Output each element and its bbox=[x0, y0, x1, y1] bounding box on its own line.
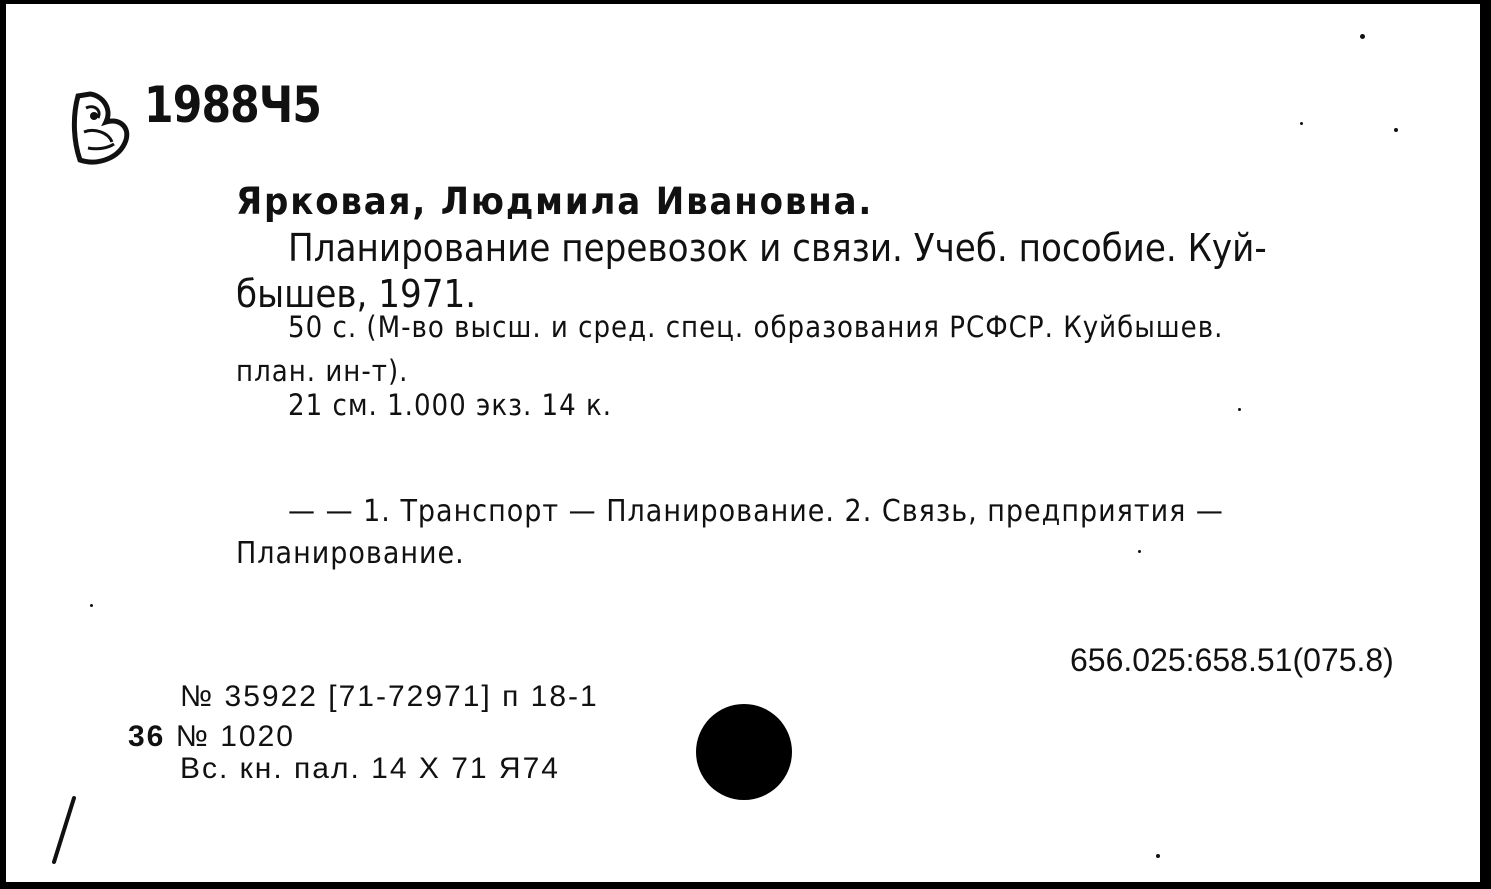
title-line-2: бышев, 1971. bbox=[236, 272, 477, 316]
pen-mark-icon bbox=[44, 794, 84, 866]
bottom-line-2-number: 36 bbox=[128, 720, 166, 753]
punch-hole bbox=[696, 704, 792, 800]
bottom-line-3: Вс. кн. пал. 14 X 71 Я74 bbox=[180, 752, 560, 785]
library-stamp-icon bbox=[68, 88, 132, 168]
dust-speck bbox=[1238, 408, 1241, 411]
description-line-2: план. ин-т). bbox=[236, 354, 409, 388]
bottom-line-1: № 35922 [71-72971] п 18-1 bbox=[180, 680, 599, 713]
author-heading: Ярковая, Людмила Ивановна. bbox=[236, 180, 874, 223]
bottom-line-2-rest: № 1020 bbox=[175, 720, 295, 753]
dust-speck bbox=[1138, 550, 1141, 553]
catalog-card bbox=[6, 4, 1480, 882]
title-line-1: Планирование перевозок и связи. Учеб. пособие. Куй- bbox=[288, 226, 1267, 270]
udc-classification: 656.025:658.51(075.8) bbox=[1070, 642, 1394, 678]
dust-speck bbox=[1360, 34, 1365, 39]
bottom-line-2 bbox=[128, 720, 295, 754]
dust-speck bbox=[90, 604, 93, 607]
dust-speck bbox=[1156, 854, 1160, 858]
subjects-line-2: Планирование. bbox=[236, 536, 465, 571]
dust-speck bbox=[1300, 122, 1303, 125]
subjects-line-1: — — 1. Транспорт — Планирование. 2. Связь, предприятия — bbox=[288, 494, 1224, 529]
handwritten-number: 1988Ч5 bbox=[144, 76, 322, 134]
dust-speck bbox=[1394, 128, 1398, 132]
description-line-3: 21 см. 1.000 экз. 14 к. bbox=[288, 388, 613, 422]
description-line-1: 50 с. (М-во высш. и сред. спец. образования РСФСР. Куйбышев. bbox=[288, 310, 1224, 344]
